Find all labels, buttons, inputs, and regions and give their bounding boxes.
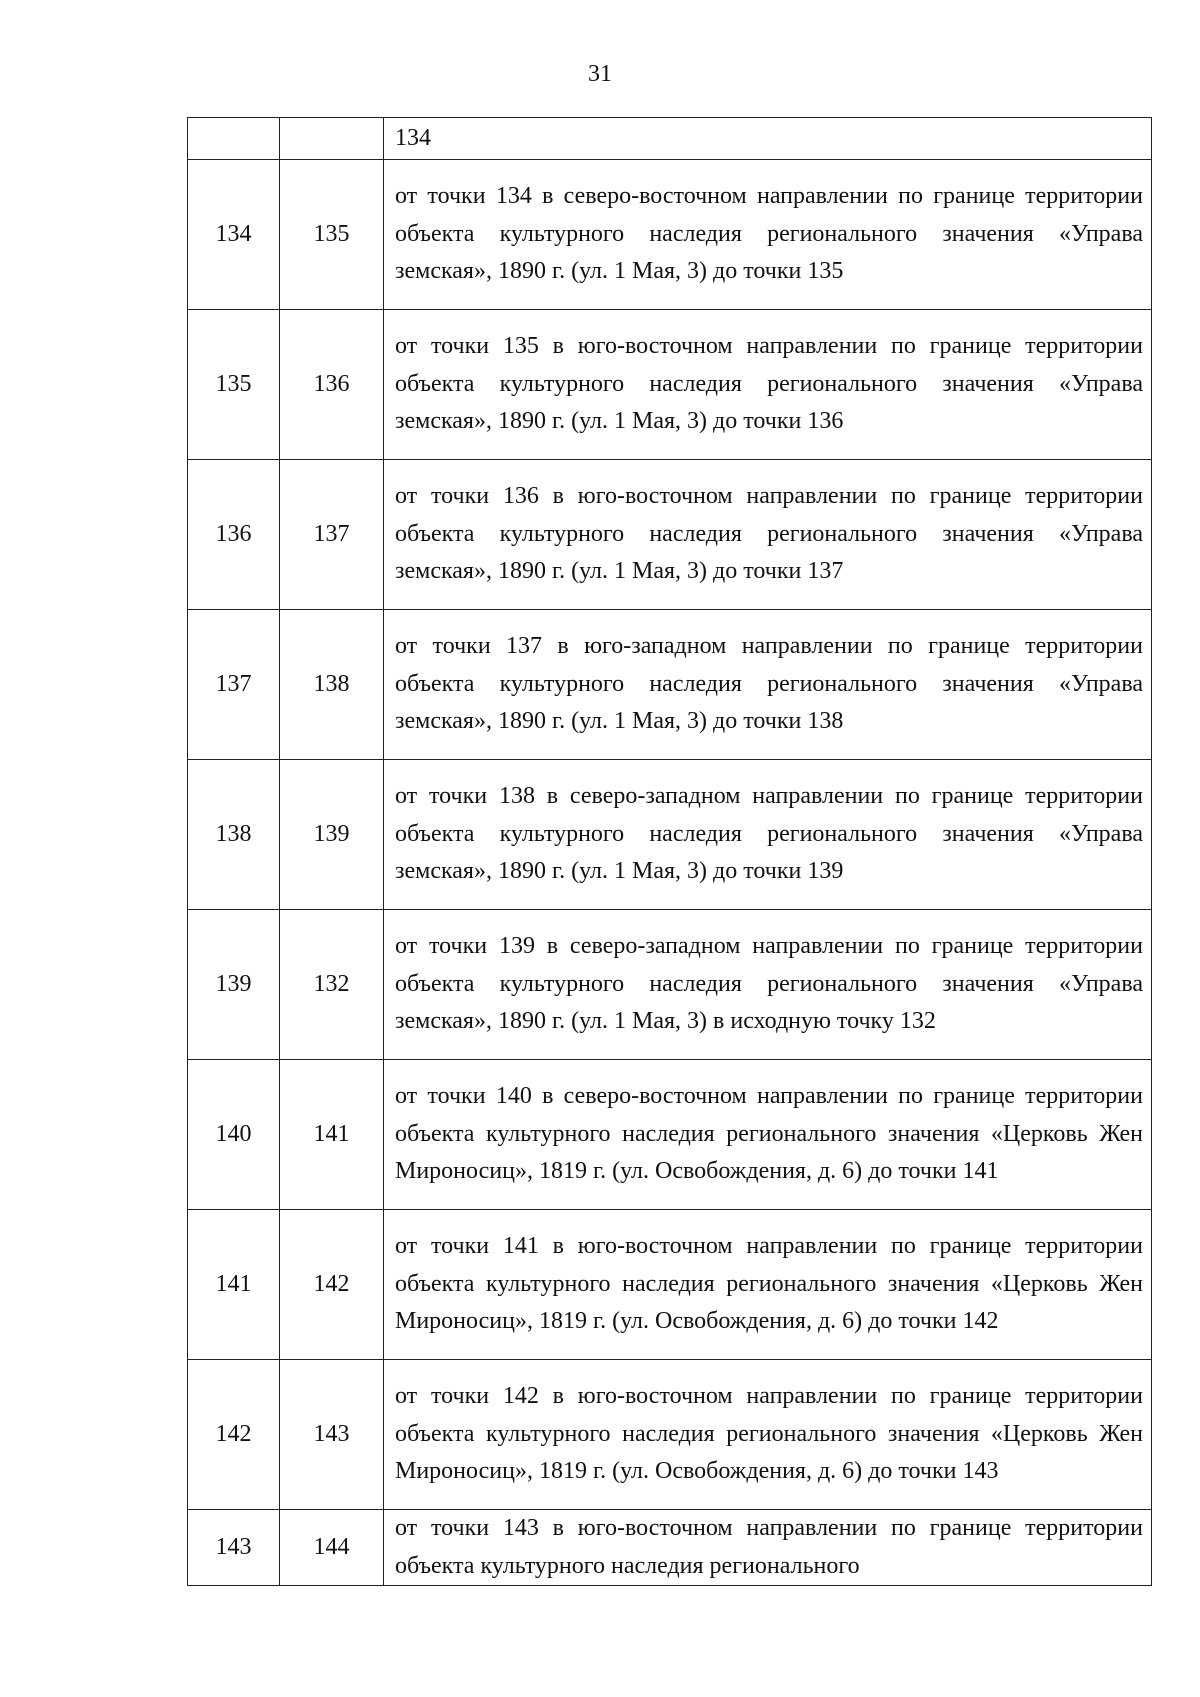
page-number: 31 xyxy=(588,61,612,87)
boundary-description-cell: от точки 137 в юго-западном направлении по границе территории объекта культурного наследия регионального значения «Управа земская», 1890 г. (ул. 1 Мая, 3) до точки 138 xyxy=(384,610,1152,760)
point-to-cell: 137 xyxy=(280,460,384,610)
point-from-cell: 141 xyxy=(188,1210,280,1360)
point-to-cell: 139 xyxy=(280,760,384,910)
point-from-cell: 142 xyxy=(188,1360,280,1510)
point-from-cell: 136 xyxy=(188,460,280,610)
table-row xyxy=(188,460,1152,610)
boundary-description-cell: от точки 139 в северо-западном направлении по границе территории объекта культурного наследия регионального значения «Управа земская», 1890 г. (ул. 1 Мая, 3) в исходную точку 132 xyxy=(384,910,1152,1060)
table-row xyxy=(188,610,1152,760)
point-to-cell: 142 xyxy=(280,1210,384,1360)
point-from-cell: 137 xyxy=(188,610,280,760)
table-row xyxy=(188,1210,1152,1360)
point-from-cell: 143 xyxy=(188,1510,280,1586)
point-from-cell: 140 xyxy=(188,1060,280,1210)
point-to-cell: 135 xyxy=(280,160,384,310)
boundary-description-cell: от точки 142 в юго-восточном направлении по границе территории объекта культурного наследия регионального значения «Церковь Жен Мироносиц», 1819 г. (ул. Освобождения, д. 6) до точки 143 xyxy=(384,1360,1152,1510)
boundary-description-cell: от точки 134 в северо-восточном направлении по границе территории объекта культурного наследия регионального значения «Управа земская», 1890 г. (ул. 1 Мая, 3) до точки 135 xyxy=(384,160,1152,310)
point-from-cell: 134 xyxy=(188,160,280,310)
point-from-cell: 139 xyxy=(188,910,280,1060)
table-row xyxy=(188,118,1152,160)
point-to-cell: 143 xyxy=(280,1360,384,1510)
point-from-cell: 138 xyxy=(188,760,280,910)
boundary-description-cell: от точки 138 в северо-западном направлении по границе территории объекта культурного наследия регионального значения «Управа земская», 1890 г. (ул. 1 Мая, 3) до точки 139 xyxy=(384,760,1152,910)
table-row xyxy=(188,1510,1152,1586)
boundary-description-cell: от точки 140 в северо-восточном направлении по границе территории объекта культурного наследия регионального значения «Церковь Жен Мироносиц», 1819 г. (ул. Освобождения, д. 6) до точки 141 xyxy=(384,1060,1152,1210)
boundary-description-cell: от точки 135 в юго-восточном направлении по границе территории объекта культурного наследия регионального значения «Управа земская», 1890 г. (ул. 1 Мая, 3) до точки 136 xyxy=(384,310,1152,460)
table-row xyxy=(188,910,1152,1060)
point-to-cell: 136 xyxy=(280,310,384,460)
table-row xyxy=(188,1060,1152,1210)
boundary-description-cell: 134 xyxy=(384,118,1152,160)
boundary-description-cell: от точки 141 в юго-восточном направлении по границе территории объекта культурного наследия регионального значения «Церковь Жен Мироносиц», 1819 г. (ул. Освобождения, д. 6) до точки 142 xyxy=(384,1210,1152,1360)
table-row xyxy=(188,1360,1152,1510)
point-to-cell: 144 xyxy=(280,1510,384,1586)
point-to-cell: 138 xyxy=(280,610,384,760)
boundary-description-table xyxy=(187,117,1152,1586)
point-from-cell xyxy=(188,118,280,160)
boundary-description-cell: от точки 143 в юго-восточном направлении по границе территории объекта культурного наследия регионального xyxy=(384,1510,1152,1586)
point-to-cell: 141 xyxy=(280,1060,384,1210)
table-row xyxy=(188,160,1152,310)
table-row xyxy=(188,760,1152,910)
table-row xyxy=(188,310,1152,460)
point-from-cell: 135 xyxy=(188,310,280,460)
point-to-cell xyxy=(280,118,384,160)
point-to-cell: 132 xyxy=(280,910,384,1060)
boundary-description-cell: от точки 136 в юго-восточном направлении по границе территории объекта культурного наследия регионального значения «Управа земская», 1890 г. (ул. 1 Мая, 3) до точки 137 xyxy=(384,460,1152,610)
